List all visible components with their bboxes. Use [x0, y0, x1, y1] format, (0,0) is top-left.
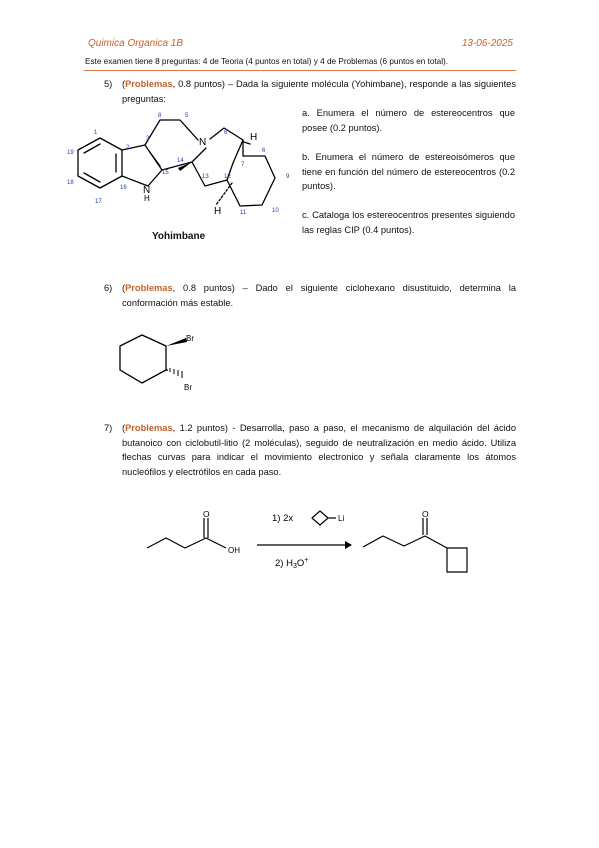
question-text: (Problemas, 0.8 puntos) – Dado el siguiente ciclohexano disustituido, determina la conformación más estable.: [122, 283, 516, 308]
atom-number: 3: [146, 136, 150, 142]
exam-info: Este examen tiene 8 preguntas: 4 de Teoria (4 puntos en total) y 4 de Problemas (6 puntos en total).: [85, 57, 449, 66]
bromine-2: Br: [184, 383, 192, 392]
atom-number: 16: [120, 185, 127, 191]
reagent-step-2: 2) $H_3O^+$: [275, 557, 309, 570]
molecule-name: Yohimbane: [152, 231, 206, 242]
hydroxyl-label: OH: [228, 546, 240, 555]
nitrogen-atom: N: [199, 137, 207, 148]
product-oxygen: O: [422, 509, 429, 519]
atom-number: 14: [177, 158, 184, 164]
carbonyl-oxygen: O: [203, 509, 210, 519]
atom-number: 17: [95, 199, 102, 205]
h-label-12: H: [214, 206, 222, 217]
nh-nitrogen: N: [143, 185, 151, 196]
bromine-1: Br: [186, 334, 194, 343]
atom-number: 19: [67, 150, 74, 156]
product-ketone: [363, 536, 447, 548]
atom-number: 5: [185, 113, 189, 119]
header-divider: [84, 70, 516, 71]
butanoic-acid: [147, 538, 226, 548]
atom-number: 9: [286, 174, 290, 180]
reaction-scheme: [140, 500, 500, 585]
atom-number: 6: [262, 148, 266, 154]
problem-tag: Problemas: [125, 283, 173, 293]
course-title: Quimica Organica 1B: [88, 38, 184, 49]
problem-tag: Problemas: [125, 423, 173, 433]
atom-number: 11: [240, 210, 247, 216]
yohimbane-structure: [60, 100, 305, 250]
dibromocyclohexane-structure: [110, 325, 210, 400]
question-number: 7): [104, 423, 113, 433]
lithium-label: Li: [338, 514, 345, 523]
q5-item-a: a. Enumera el número de estereocentros que posee (0.2 puntos).: [302, 108, 515, 133]
atom-number: 18: [67, 180, 74, 186]
atom-number: 2: [126, 145, 130, 151]
problem-tag: Problemas: [125, 79, 173, 89]
atom-number: 6: [224, 130, 228, 136]
question-text: (Problemas, 1.2 puntos) - Desarrolla, paso a paso, el mecanismo de alquilación del ácido butanoico con ciclobutil-litio (2 moléculas), seguido de neutralización en medio ácido. Utiliza flechas curvas para indicar el movimiento electronico y señala claramente los átomos nucleófilos y electrófilos en cada paso.: [122, 423, 516, 477]
question-number: 5): [104, 79, 113, 89]
nh-hydrogen: H: [144, 194, 150, 203]
atom-number: 15: [162, 170, 169, 176]
atom-number: 7: [241, 162, 245, 168]
atom-number: 10: [272, 208, 279, 214]
atom-number: 8: [158, 113, 162, 119]
q5-item-b: b. Enumera el número de estereoisómeros que tiene en función del número de estereocentros (0.2 puntos).: [302, 152, 515, 191]
h-label-7: H: [250, 132, 258, 143]
question-7: [104, 421, 516, 481]
question-6: [104, 281, 516, 311]
atom-number: 12: [224, 174, 231, 180]
question-text: (Problemas, 0.8 puntos) – Dada la siguiente molécula (Yohimbane), responde a las siguientes preguntas:: [122, 79, 516, 104]
atom-number: 1: [94, 130, 98, 136]
atom-number: 13: [202, 174, 209, 180]
question-number: 6): [104, 283, 113, 293]
cyclobutyl-ring: [447, 548, 467, 572]
reagent-step-1: 1) 2x: [272, 513, 294, 524]
page-header: [88, 38, 513, 54]
exam-date: 13-06-2025: [461, 38, 513, 49]
q5-item-c: c. Cataloga los estereocentros presentes siguiendo las reglas CIP (0.4 puntos).: [302, 210, 515, 235]
